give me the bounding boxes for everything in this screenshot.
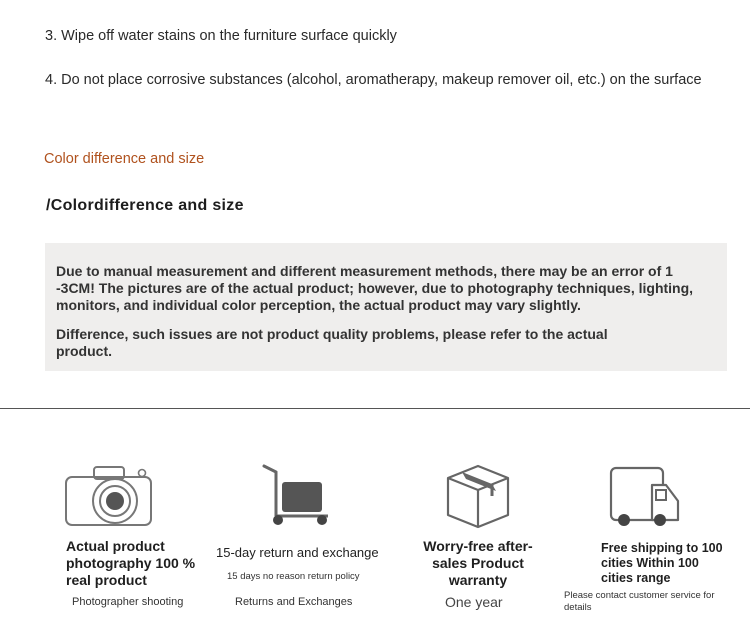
- feature-subtitle-shipping: Please contact customer service for details: [564, 590, 715, 613]
- cropped-text-fragment: [60, 0, 300, 7]
- camera-icon: [64, 463, 154, 529]
- feature-subtitle-photography: Photographer shooting: [72, 596, 184, 608]
- section-heading: /Colordifference and size: [46, 197, 244, 214]
- box-icon: [444, 463, 512, 529]
- feature-note-return: 15 days no reason return policy: [227, 571, 360, 582]
- feature-title-return: 15-day return and exchange: [216, 545, 379, 560]
- cart-icon: [258, 462, 334, 528]
- truck-icon: [608, 465, 682, 529]
- divider: [0, 408, 750, 409]
- section-label: Color difference and size: [44, 151, 205, 167]
- feature-subtitle-return: Returns and Exchanges: [235, 596, 353, 608]
- feature-subtitle-warranty: One year: [445, 594, 503, 610]
- feature-title-photography: Actual product photography 100 % real product: [66, 538, 196, 588]
- measurement-note: [45, 243, 727, 371]
- note-paragraph-2: Difference, such issues are not product quality problems, please refer to the actual product.: [56, 326, 608, 359]
- care-instruction-3: 3. Wipe off water stains on the furniture surface quickly: [45, 28, 397, 44]
- note-paragraph-1: Due to manual measurement and different measurement methods, there may be an error of 1 -3CM! The pictures are of the actual product; however, due to photography techniques, lighting, monitors, and individual color perception, the actual product may vary slightly.: [56, 263, 694, 313]
- feature-title-warranty: Worry-free after-sales Product warranty: [423, 538, 533, 588]
- care-instruction-4: 4. Do not place corrosive substances (alcohol, aromatherapy, makeup remover oil, etc.) on the surface: [45, 72, 702, 88]
- feature-title-shipping: Free shipping to 100 cities Within 100 cities range: [601, 541, 723, 585]
